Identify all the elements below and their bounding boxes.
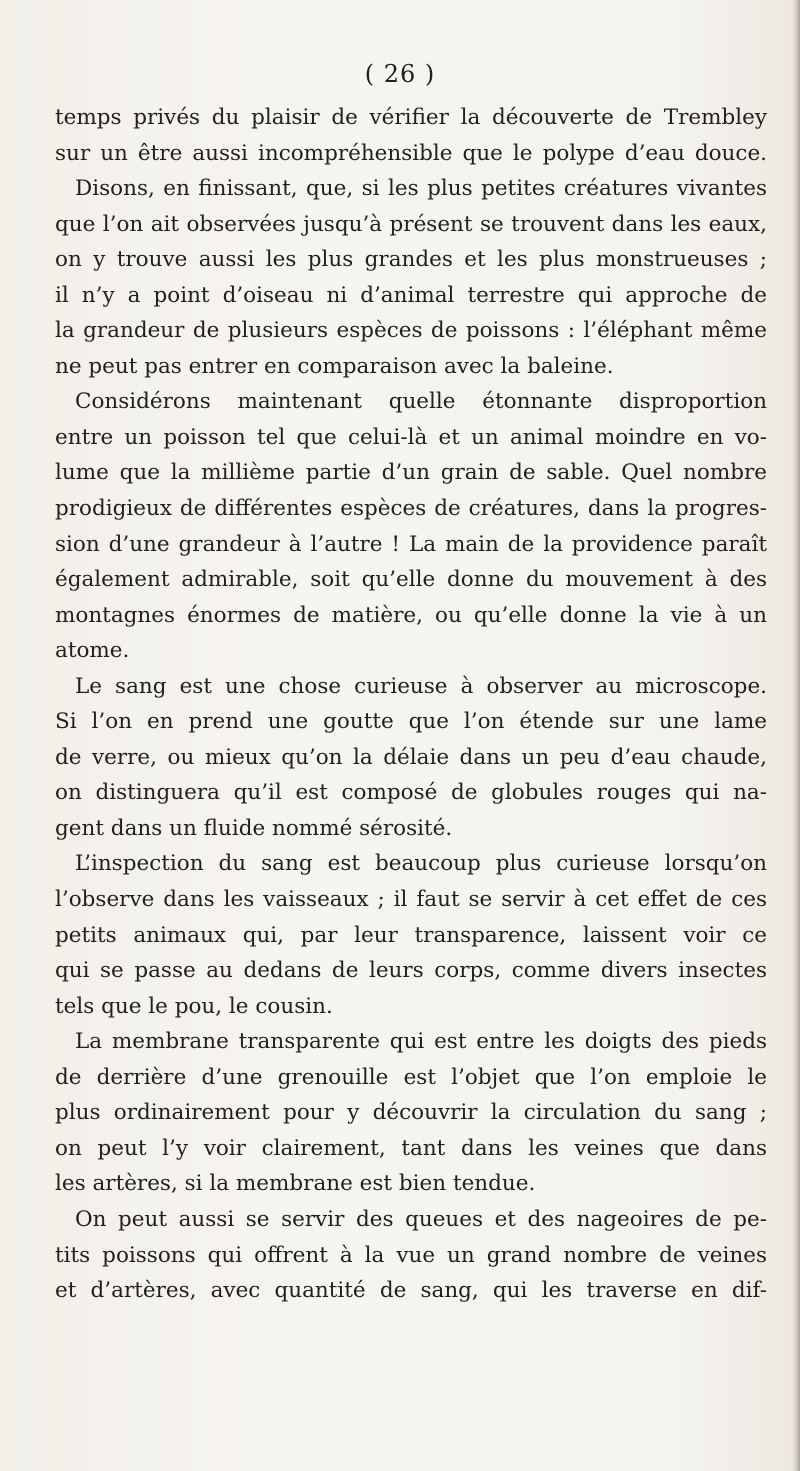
- text-line: lume que la millième partie d’un grain de sable. Quel nombre: [55, 460, 767, 486]
- text-line: sur un être aussi incompréhensible que le polype d’eau douce.: [55, 140, 767, 166]
- text-line: entre un poisson tel que celui-là et un animal moindre en vo-: [55, 424, 767, 450]
- text-line: Disons, en finissant, que, si les plus petites créatures vivantes: [75, 176, 767, 202]
- text-line: La membrane transparente qui est entre les doigts des pieds: [75, 1029, 767, 1055]
- text-line: de verre, ou mieux qu’on la délaie dans un peu d’eau chaude,: [55, 744, 767, 770]
- text-line: Considérons maintenant quelle étonnante disproportion: [75, 389, 767, 415]
- text-line: et d’artères, avec quantité de sang, qui les traverse en dif-: [55, 1278, 767, 1304]
- text-line: sion d’une grandeur à l’autre ! La main de la providence paraît: [55, 531, 767, 557]
- text-line: la grandeur de plusieurs espèces de poissons : l’éléphant même: [55, 318, 767, 344]
- text-line: Si l’on en prend une goutte que l’on étende sur une lame: [55, 709, 767, 735]
- text-line: prodigieux de différentes espèces de créatures, dans la progres-: [55, 496, 767, 522]
- text-line: on peut l’y voir clairement, tant dans les veines que dans: [55, 1135, 767, 1161]
- text-line: il n’y a point d’oiseau ni d’animal terrestre qui approche de: [55, 282, 767, 308]
- text-line: les artères, si la membrane est bien tendue.: [55, 1171, 536, 1197]
- text-line: atome.: [55, 638, 130, 664]
- text-line: L’inspection du sang est beaucoup plus curieuse lorsqu’on: [75, 851, 767, 877]
- text-line: ne peut pas entrer en comparaison avec la baleine.: [55, 353, 614, 379]
- text-line: gent dans un fluide nommé sérosité.: [55, 815, 453, 841]
- text-line: on distinguera qu’il est composé de globules rouges qui na-: [55, 780, 767, 806]
- text-line: de derrière d’une grenouille est l’objet que l’on emploie le: [55, 1064, 767, 1090]
- text-line: plus ordinairement pour y découvrir la circulation du sang ;: [55, 1100, 767, 1126]
- text-line: que l’on ait observées jusqu’à présent se trouvent dans les eaux,: [55, 211, 767, 237]
- text-line: tels que le pou, le cousin.: [55, 993, 333, 1019]
- text-line: petits animaux qui, par leur transparence, laissent voir ce: [55, 922, 767, 948]
- text-line: tits poissons qui offrent à la vue un grand nombre de veines: [55, 1242, 767, 1268]
- text-line: l’observe dans les vaisseaux ; il faut se servir à cet effet de ces: [55, 887, 767, 913]
- text-line: montagnes énormes de matière, ou qu’elle donne la vie à un: [55, 602, 767, 628]
- text-line: qui se passe au dedans de leurs corps, comme divers insectes: [55, 958, 767, 984]
- text-line: On peut aussi se servir des queues et des nageoires de pe-: [75, 1206, 767, 1232]
- text-line: temps privés du plaisir de vérifier la découverte de Trembley: [55, 105, 767, 130]
- page-number: ( 26 ): [364, 60, 436, 88]
- body-text: [55, 100, 767, 1309]
- text-line: également admirable, soit qu’elle donne du mouvement à des: [55, 567, 767, 593]
- page-edge-shadow: [792, 0, 800, 1471]
- text-line: on y trouve aussi les plus grandes et les plus monstrueuses ;: [55, 247, 767, 273]
- text-line: Le sang est une chose curieuse à observer au microscope.: [75, 673, 767, 699]
